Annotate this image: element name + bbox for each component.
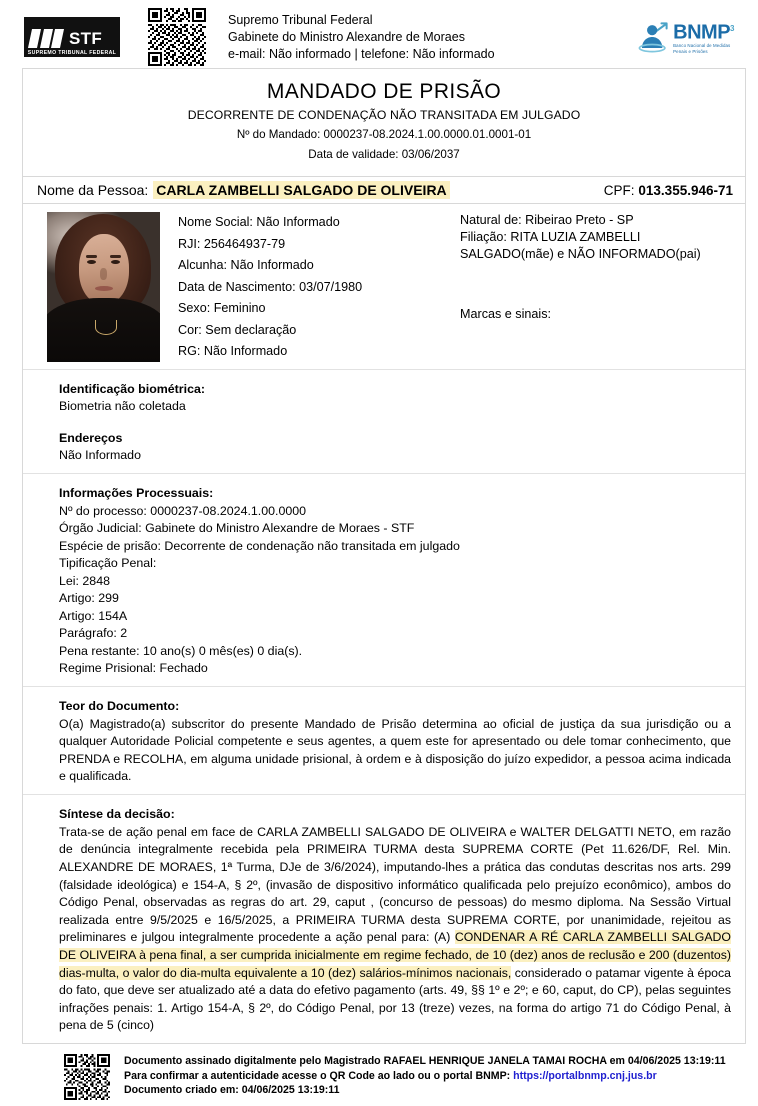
field-orgao-judicial: Órgão Judicial: Gabinete do Ministro Alexandre de Moraes - STF (59, 521, 415, 535)
cpf-group (604, 182, 733, 198)
sintese-part2: considerado o patamar vigente à época do fato, que deve ser atualizado até a data do efetivo pagamento (arts. 49, §§ 1º e 2º; e 60, caput, do CP), pelas seguintes infrações penais: 1. Artigo 154-A, § 2º, do Código Penal, por 13 (treze) vezes, na forma do artigo 71 do Código Penal, à pena de 5 (cinco) (59, 965, 731, 1033)
field-artigo-1: Artigo: 299 (59, 591, 119, 605)
processuais-heading: Informações Processuais: (59, 485, 214, 500)
org-name: Supremo Tribunal Federal (228, 12, 373, 27)
field-data-nascimento: Data de Nascimento: 03/07/1980 (178, 279, 363, 294)
validity-date: Data de validade: 03/06/2037 (308, 148, 460, 161)
stf-logo-top (24, 17, 120, 48)
field-pena-restante: Pena restante: 10 ano(s) 0 mês(es) 0 dia(s). (59, 643, 303, 658)
field-sexo: Sexo: Feminino (178, 301, 266, 315)
person-details-block (23, 204, 745, 370)
bnmp-sub-line1: Banco Nacional de Medidas (673, 42, 731, 48)
field-natural-de: Natural de: Ribeirao Preto - SP (460, 213, 634, 227)
title-block (23, 69, 745, 177)
document-header (0, 0, 758, 68)
bnmp-logo (636, 19, 734, 55)
document-body (22, 68, 746, 1043)
footer-signature-line: Documento assinado digitalmente pelo Magistrado RAFAEL HENRIQUE JANELA TAMAI ROCHA em 04/06/2025 13:19:11 (124, 1055, 726, 1067)
stf-columns-icon (30, 29, 62, 48)
bnmp-name: BNMP$^3$ (673, 21, 734, 44)
header-org-info (228, 12, 636, 63)
org-cabinet: Gabinete do Ministro Alexandre de Moraes (228, 29, 465, 44)
cpf-value: 013.355.946-71 (638, 183, 733, 198)
org-contact: e-mail: Não informado | telefone: Não informado (228, 46, 495, 61)
biometria-value: Biometria não coletada (59, 398, 186, 413)
footer-created-line: Documento criado em: 04/06/2025 13:19:11 (124, 1084, 340, 1096)
person-name-group (37, 181, 450, 199)
stf-logo-word: STF (69, 29, 103, 48)
field-especie-prisao: Espécie de prisão: Decorrente de condenação não transitada em julgado (59, 538, 460, 553)
field-tipificacao-penal: Tipificação Penal: (59, 556, 157, 570)
person-name-label: Nome da Pessoa: (37, 182, 149, 198)
section-sintese-da-decisao (23, 795, 745, 1043)
field-cor: Cor: Sem declaração (178, 322, 297, 337)
bnmp-version: 3 (730, 24, 734, 34)
bnmp-wordmark (673, 19, 734, 55)
field-filiacao-line2: SALGADO(mãe) e NÃO INFORMADO(pai) (460, 247, 701, 261)
field-numero-processo: Nº do processo: 0000237-08.2024.1.00.0000 (59, 503, 307, 518)
mandate-number: Nº do Mandado: 0000237-08.2024.1.00.0000.01.0001-01 (236, 128, 532, 141)
enderecos-heading: Endereços (59, 431, 123, 445)
field-rg: RG: Não Informado (178, 344, 288, 358)
sintese-heading: Síntese da decisão: (59, 806, 175, 821)
footer-authenticity-prefix: Para confirmar a autenticidade acesse o QR Code ao lado ou o portal BNMP: (124, 1069, 514, 1082)
person-fields-right (460, 212, 733, 363)
field-paragrafo: Parágrafo: 2 (59, 626, 128, 640)
footer-qr-code (64, 1054, 110, 1100)
field-filiacao-line1: Filiação: RITA LUZIA ZAMBELLI (460, 230, 641, 244)
section-biometria-enderecos (23, 370, 745, 474)
document-footer (22, 1043, 746, 1106)
page-subtitle: DECORRENTE DE CONDENAÇÃO NÃO TRANSITADA EM JULGADO (187, 108, 581, 122)
section-teor-do-documento (23, 687, 745, 795)
header-qr-code (148, 8, 206, 66)
cpf-label: CPF: (603, 183, 635, 198)
page-title: MANDADO DE PRISÃO (266, 80, 502, 103)
footer-portal-link[interactable]: https://portalbnmp.cnj.jus.br (513, 1069, 657, 1082)
bnmp-person-icon (636, 20, 670, 54)
person-name-row (23, 177, 745, 204)
field-nome-social: Nome Social: Não Informado (178, 215, 340, 229)
sintese-highlight: CONDENAR A RÉ CARLA ZAMBELLI SALGADO DE OLIVEIRA à pena final, a ser cumprida inicialmente em regime fechado, de 10 (dez) anos de reclusão e 200 (duzentos) dias-multa, o valor do dia-multa equivalente a 10 (dez) salários-mínimos nacionais, (59, 930, 731, 980)
biometria-heading: Identificação biométrica: (59, 381, 205, 396)
teor-heading: Teor do Documento: (59, 698, 180, 713)
person-fields (160, 212, 733, 363)
bnmp-sub-line2: Penais e Prisões (673, 48, 708, 54)
stf-logo-subtitle: SUPREMO TRIBUNAL FEDERAL (27, 50, 117, 56)
field-artigo-2: Artigo: 154A (59, 608, 128, 623)
person-name-value: CARLA ZAMBELLI SALGADO DE OLIVEIRA (153, 181, 449, 199)
field-marcas-e-sinais: Marcas e sinais: (460, 307, 551, 321)
processuais-lines (59, 503, 731, 678)
field-regime-prisional: Regime Prisional: Fechado (59, 661, 208, 675)
stf-logo (24, 17, 120, 57)
teor-body: O(a) Magistrado(a) subscritor do presente Mandado de Prisão determina ao oficial de justiça da sua jurisdição ou a qualquer Autoridade Policial competente e seus agentes, a quem este for apresentado ou dele tomar conhecimento, que PRENDA e RECOLHA, em alguma unidade prisional, à ordem e à disposição do juízo expedidor, a pessoa acima indicada e qualificada. (59, 716, 731, 784)
field-alcunha: Alcunha: Não Informado (178, 258, 314, 272)
person-photo (47, 212, 160, 362)
section-informacoes-processuais (23, 474, 745, 687)
sintese-part1: Trata-se de ação penal em face de CARLA ZAMBELLI SALGADO DE OLIVEIRA e WALTER DELGATTI NETO, em razão de denúncia integralmente recebida pela PRIMEIRA TURMA desta SUPREMA CORTE (Pet 11.626/DF, Rel. Min. ALEXANDRE DE MORAES, 1ª Turma, DJe de 3/6/2024), imputando-lhes a prática das condutas descritas nos arts. 299 (falsidade ideológica) e 154-A, § 2º, (invasão de dispositivo informático qualificada pelo prejuízo econômico), ambos do Código Penal, observadas as regras do art. 29, caput , (concurso de pessoas) do mesmo diploma. Na Sessão Virtual realizada entre 9/5/2025 e 16/5/2025, a PRIMEIRA TURMA desta SUPREMA CORTE, por unanimidade, rejeitou as preliminares e julgou integralmente procedente a ação penal para: (A) (59, 824, 731, 945)
field-rji: RJI: 256464937-79 (178, 236, 286, 251)
footer-text (124, 1054, 726, 1098)
footer-authenticity-line (124, 1069, 726, 1084)
field-lei: Lei: 2848 (59, 573, 110, 588)
sintese-body (59, 824, 731, 1035)
enderecos-value: Não Informado (59, 448, 141, 462)
person-fields-left (178, 212, 460, 363)
